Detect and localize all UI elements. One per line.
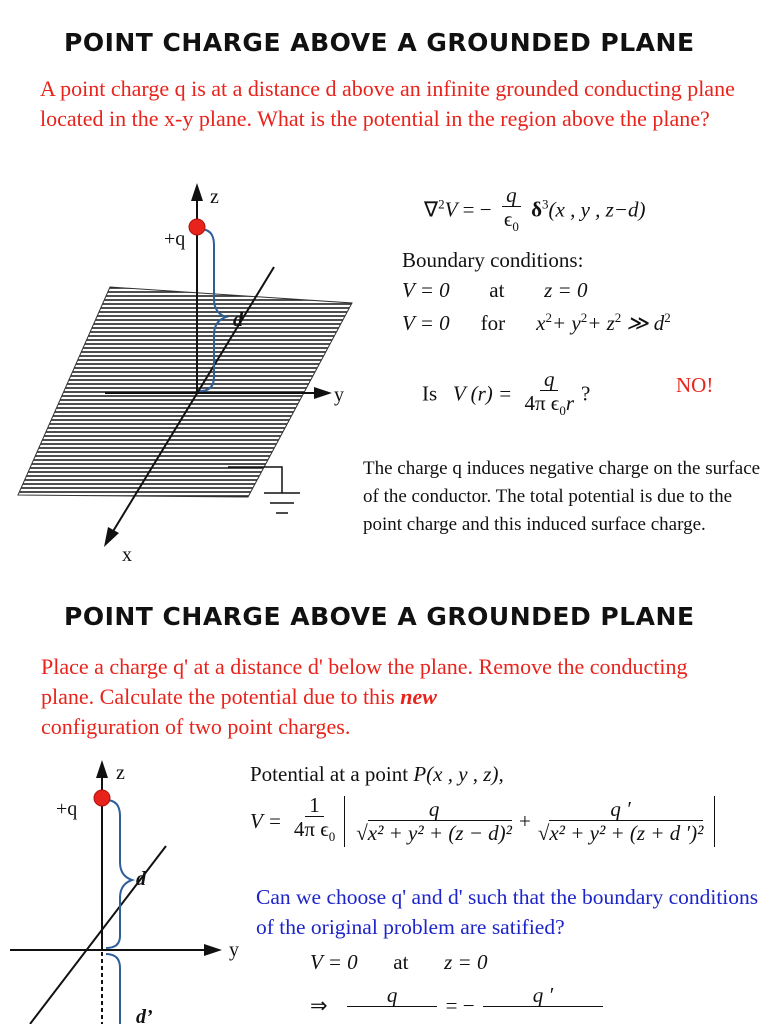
image-distance-label: d’ <box>136 1006 153 1028</box>
bc-2: V = 0 for $x^2+ y^2+ z^2$ ≫ $d^2$ <box>402 310 671 335</box>
plane-diagram <box>0 175 380 575</box>
distance-label: d <box>233 309 243 331</box>
section1-title: POINT CHARGE ABOVE A GROUNDED PLANE <box>64 28 695 57</box>
question: Can we choose q' and d' such that the boundary conditions of the original problem are satified? <box>256 885 759 939</box>
distance-label-2: d <box>136 868 146 890</box>
z-axis-arrow <box>191 183 203 201</box>
charge-label: +q <box>164 228 186 250</box>
y-axis-label: y <box>334 384 344 406</box>
x-axis-arrow <box>104 527 119 547</box>
section2-instruction: Place a charge q' at a distance d' below the plane. Remove the conducting plane. Calculate the potential due to this new configuration of two point charges. <box>41 654 688 739</box>
distance-brace-2 <box>106 800 132 948</box>
condition-implication: ⇒ q = − q ′ <box>310 984 606 1031</box>
y-axis-label-2: y <box>229 939 239 961</box>
point-charge <box>189 219 205 235</box>
image-charge-diagram <box>0 756 250 1024</box>
poisson-equation: ∇$^2$V = − $\frac{q}{\epsilon_0}$ $\delta^3(x$ , y , z−d) <box>424 183 646 235</box>
condition: V = 0 at z = 0 <box>310 950 488 974</box>
guess-answer: NO! <box>676 373 714 397</box>
bc-heading: Boundary conditions: <box>402 248 584 272</box>
charge-label-2: +q <box>56 798 78 820</box>
image-distance-brace <box>106 954 120 1024</box>
potential-intro: Potential at a point P(x , y , z), <box>250 762 504 786</box>
y-axis-arrow-2 <box>204 944 222 956</box>
section1-problem: A point charge q is at a distance d above an infinite grounded conducting plane located in the x-y plane. What is the potential in the region above the plane? <box>40 76 735 131</box>
section2-title: POINT CHARGE ABOVE A GROUNDED PLANE <box>64 602 695 631</box>
point-charge-2 <box>94 790 110 806</box>
coulomb-guess: Is V (r) = $\frac{q}{4\pi \epsilon_0r}$ ? <box>422 367 591 419</box>
z-axis-label: z <box>210 186 219 208</box>
z-axis-arrow-2 <box>96 760 108 778</box>
x-axis-label: x <box>122 544 132 566</box>
z-axis-label-2: z <box>116 762 125 784</box>
bc-1: V = 0 at z = 0 <box>402 278 588 302</box>
y-axis-arrow <box>314 387 332 399</box>
potential-formula: V = $\frac{1}{4\pi \epsilon_0}$ $\frac{q}{\text{√x² + y² + (z − d)²}}$ + $\frac{q '}{\text{√x² + y² + (z + d ′)²}}$ <box>250 794 715 849</box>
explanation: The charge q induces negative charge on the surface of the conductor. The total potential is due to the point charge and this induced surface charge. <box>363 458 761 535</box>
